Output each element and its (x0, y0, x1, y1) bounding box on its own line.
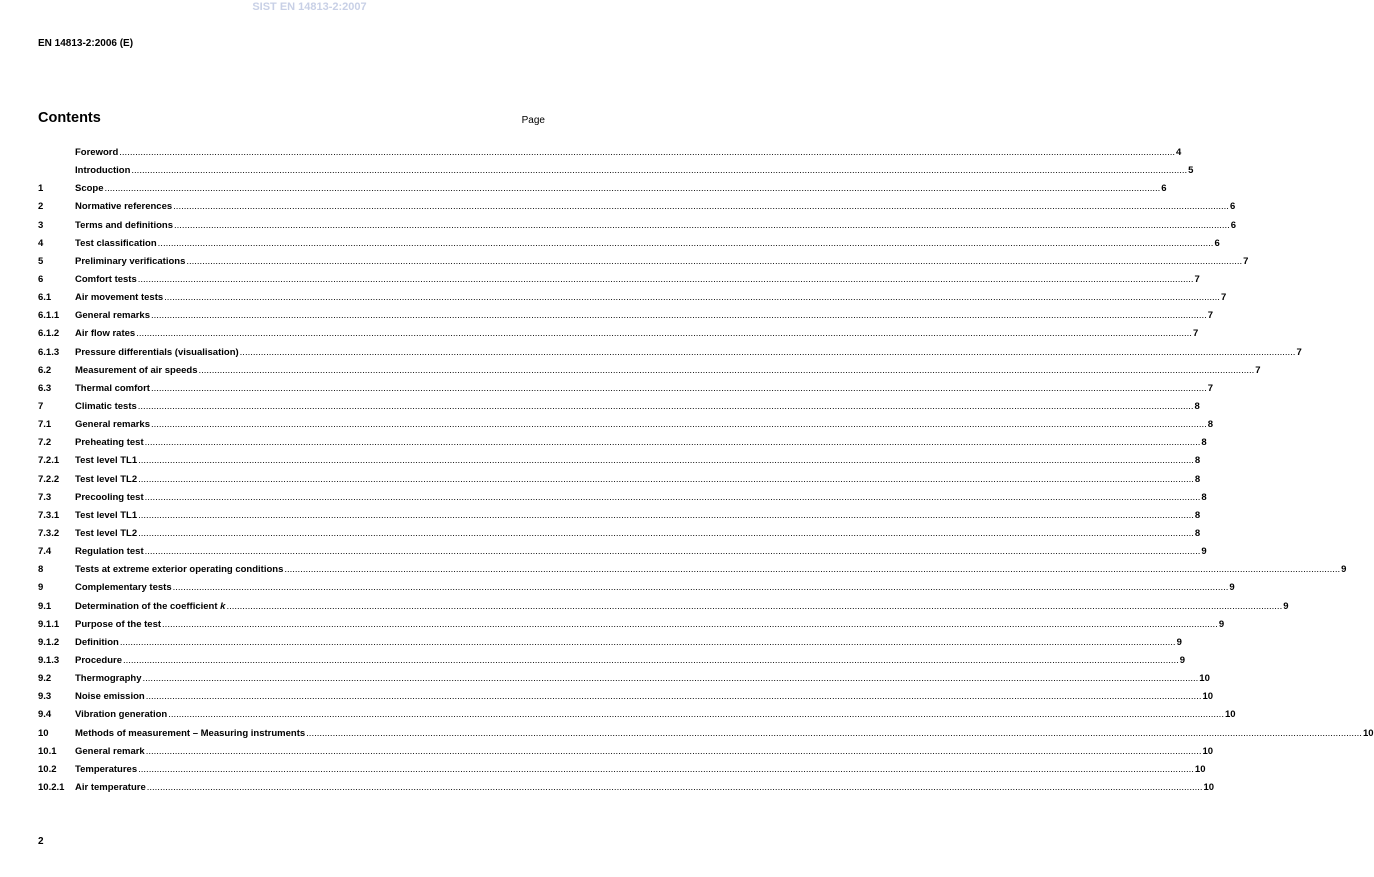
toc-entry-title: Scope (75, 183, 104, 195)
toc-dot-leader: ................................................................................................................................................................................................................................................................................................................................................................................................................ (136, 328, 1192, 340)
toc-dot-leader: ................................................................................................................................................................................................................................................................................................................................................................................................................ (142, 673, 1199, 685)
toc-entry-title: Normative references (75, 201, 173, 213)
toc-dot-leader: ................................................................................................................................................................................................................................................................................................................................................................................................................ (138, 763, 1194, 775)
toc-entry[interactable] (38, 400, 1200, 419)
toc-dot-leader: ................................................................................................................................................................................................................................................................................................................................................................................................................ (151, 419, 1207, 431)
toc-entry-number: 7.1 (38, 419, 52, 431)
toc-dot-leader: ................................................................................................................................................................................................................................................................................................................................................................................................................ (239, 346, 1296, 358)
toc-entry[interactable] (38, 382, 1214, 401)
toc-dot-leader: ................................................................................................................................................................................................................................................................................................................................................................................................................ (172, 582, 1229, 594)
toc-entry[interactable] (38, 673, 1210, 691)
toc-entry-title: General remarks (75, 310, 150, 322)
toc-entry-title: Preliminary verifications (75, 255, 186, 267)
toc-entry-page: 8 (1201, 491, 1207, 503)
toc-entry[interactable] (38, 364, 1261, 383)
toc-entry-title: Temperatures (75, 763, 138, 775)
toc-dot-leader: ................................................................................................................................................................................................................................................................................................................................................................................................................ (138, 473, 1194, 485)
toc-entry-number: 6.1.3 (38, 346, 60, 358)
toc-dot-leader: ................................................................................................................................................................................................................................................................................................................................................................................................................ (168, 709, 1224, 721)
toc-entry-page: 4 (1176, 147, 1182, 158)
toc-entry-number: 7.3 (38, 491, 52, 503)
toc-entry-number: 7.4 (38, 546, 52, 558)
toc-entry-page: 6 (1229, 201, 1236, 213)
toc-entry[interactable] (38, 745, 1214, 764)
toc-entry-page: 7 (1220, 292, 1227, 304)
toc-entry-title: Purpose of the test (75, 618, 162, 630)
toc-dot-leader: ................................................................................................................................................................................................................................................................................................................................................................................................................ (145, 691, 1202, 703)
toc-entry-number: 9.4 (38, 709, 52, 721)
toc-entry-page: 9 (1341, 564, 1347, 576)
toc-entry-title: Air movement tests (75, 292, 164, 304)
toc-entry-number: 1 (38, 183, 44, 195)
table-of-contents (38, 147, 1374, 800)
toc-dot-leader: ................................................................................................................................................................................................................................................................................................................................................................................................................ (119, 636, 1176, 648)
toc-entry-page: 10 (1194, 763, 1206, 775)
toc-entry-title: Test level TL2 (75, 473, 138, 485)
toc-entry-page: 10 (1203, 781, 1215, 793)
toc-entry-number: 6.1.2 (38, 328, 60, 340)
toc-entry-number: 7.2.1 (38, 455, 60, 467)
toc-entry-page: 6 (1161, 183, 1167, 195)
toc-entry-page: 9 (1218, 618, 1225, 630)
toc-entry-page: 8 (1194, 400, 1200, 412)
toc-entry-title: Procedure (75, 654, 122, 666)
toc-entry-number: 6 (38, 273, 44, 285)
toc-dot-leader: ................................................................................................................................................................................................................................................................................................................................................................................................................ (144, 491, 1201, 503)
toc-entry[interactable] (38, 419, 1214, 437)
toc-entry-title: Vibration generation (75, 709, 168, 721)
toc-entry-number: 6.2 (38, 364, 52, 376)
toc-entry-number: 7.2 (38, 437, 52, 449)
toc-entry-title: Air flow rates (75, 328, 136, 340)
toc-dot-leader: ................................................................................................................................................................................................................................................................................................................................................................................................................ (137, 273, 1194, 285)
toc-entry-title: Test level TL1 (75, 509, 138, 521)
toc-entry-title: Pressure differentials (visualisation) (75, 346, 239, 358)
toc-entry-page: 10 (1224, 709, 1236, 721)
toc-entry-page: 7 (1207, 382, 1214, 394)
toc-entry-number: 9 (38, 582, 44, 594)
toc-dot-leader: ................................................................................................................................................................................................................................................................................................................................................................................................................ (119, 147, 1176, 158)
toc-entry-page: 8 (1201, 437, 1207, 449)
toc-entry-number: 9.1.1 (38, 618, 60, 630)
toc-entry-number: 9.1.2 (38, 636, 60, 648)
toc-entry-title: General remark (75, 745, 145, 757)
toc-entry-number: 7 (38, 400, 44, 412)
toc-entry[interactable] (38, 509, 1201, 528)
toc-entry-page: 7 (1243, 255, 1249, 267)
watermark: SIST EN 14813-2:2007 (252, 1, 367, 13)
toc-entry[interactable] (38, 527, 1201, 546)
toc-dot-leader: ................................................................................................................................................................................................................................................................................................................................................................................................................ (138, 509, 1194, 521)
toc-dot-leader: ................................................................................................................................................................................................................................................................................................................................................................................................................ (104, 183, 1161, 195)
toc-dot-leader: ................................................................................................................................................................................................................................................................................................................................................................................................................ (284, 564, 1341, 576)
toc-entry-number: 9.2 (38, 673, 52, 685)
toc-entry-page: 10 (1362, 727, 1374, 739)
toc-entry-number: 9.1 (38, 600, 52, 612)
toc-entry-page: 8 (1207, 419, 1214, 431)
toc-entry-title: Air temperature (75, 781, 146, 793)
toc-entry-number: 9.1.3 (38, 654, 60, 666)
toc-entry[interactable] (38, 455, 1201, 473)
toc-entry-page: 8 (1194, 455, 1201, 467)
toc-entry-page: 8 (1194, 527, 1201, 539)
toc-dot-leader: ................................................................................................................................................................................................................................................................................................................................................................................................................ (137, 400, 1194, 412)
toc-entry-number: 4 (38, 237, 44, 249)
toc-entry-number: 5 (38, 255, 44, 267)
toc-entry-page: 7 (1192, 328, 1199, 340)
toc-entry[interactable] (38, 219, 1237, 238)
toc-entry-title: Preheating test (75, 437, 144, 449)
toc-entry-number: 6.3 (38, 382, 52, 394)
toc-dot-leader: ................................................................................................................................................................................................................................................................................................................................................................................................................ (146, 781, 1203, 793)
toc-dot-leader: ................................................................................................................................................................................................................................................................................................................................................................................................................ (198, 364, 1255, 376)
toc-entry[interactable] (38, 328, 1199, 346)
toc-entry-number: 3 (38, 219, 44, 231)
toc-entry[interactable] (38, 147, 1182, 165)
toc-entry-title: Terms and definitions (75, 219, 174, 231)
toc-entry[interactable] (38, 491, 1207, 510)
toc-entry[interactable] (38, 691, 1214, 709)
toc-entry[interactable] (38, 165, 1194, 183)
toc-entry[interactable] (38, 654, 1186, 673)
toc-entry-number: 7.2.2 (38, 473, 60, 485)
page-number: 2 (38, 836, 44, 847)
toc-entry-number: 10 (38, 727, 49, 739)
toc-entry-page: 7 (1296, 346, 1302, 358)
toc-dot-leader: ................................................................................................................................................................................................................................................................................................................................................................................................................ (144, 546, 1201, 558)
toc-entry-page: 6 (1214, 237, 1220, 249)
toc-entry-number: 10.2.1 (38, 781, 65, 793)
toc-entry[interactable] (38, 273, 1200, 292)
toc-entry-page: 5 (1188, 165, 1194, 177)
toc-entry-number: 8 (38, 564, 44, 576)
toc-entry-number: 6.1.1 (38, 310, 60, 322)
toc-dot-leader: ................................................................................................................................................................................................................................................................................................................................................................................................................ (145, 745, 1202, 757)
toc-entry[interactable] (38, 437, 1207, 455)
toc-entry[interactable] (38, 292, 1227, 310)
toc-dot-leader: ................................................................................................................................................................................................................................................................................................................................................................................................................ (186, 255, 1243, 267)
toc-entry[interactable] (38, 310, 1214, 328)
toc-entry-title: Precooling test (75, 491, 144, 503)
toc-entry-page: 10 (1202, 691, 1214, 703)
toc-entry-page: 7 (1207, 310, 1214, 322)
toc-entry-title: Foreword (75, 147, 119, 158)
toc-entry-page: 9 (1179, 654, 1186, 666)
toc-dot-leader: ................................................................................................................................................................................................................................................................................................................................................................................................................ (162, 618, 1218, 630)
toc-dot-leader: ................................................................................................................................................................................................................................................................................................................................................................................................................ (131, 165, 1188, 177)
toc-entry-title: Methods of measurement – Measuring instruments (75, 727, 306, 739)
toc-entry[interactable] (38, 709, 1236, 727)
toc-entry[interactable] (38, 183, 1167, 201)
toc-dot-leader: ................................................................................................................................................................................................................................................................................................................................................................................................................ (306, 727, 1362, 739)
toc-dot-leader: ................................................................................................................................................................................................................................................................................................................................................................................................................ (150, 382, 1207, 394)
toc-entry-title: Complementary tests (75, 582, 172, 594)
toc-dot-leader: ................................................................................................................................................................................................................................................................................................................................................................................................................ (164, 292, 1220, 304)
toc-entry[interactable] (38, 600, 1289, 619)
toc-dot-leader: ................................................................................................................................................................................................................................................................................................................................................................................................................ (157, 237, 1214, 249)
toc-entry-page: 10 (1202, 745, 1214, 757)
document-id: EN 14813-2:2006 (E) (38, 38, 134, 49)
toc-entry[interactable] (38, 582, 1235, 600)
toc-entry[interactable] (38, 237, 1220, 256)
page-column-label: Page (521, 115, 545, 126)
toc-entry[interactable] (38, 781, 1215, 800)
toc-entry-title: Measurement of air speeds (75, 364, 198, 376)
toc-dot-leader: ................................................................................................................................................................................................................................................................................................................................................................................................................ (138, 455, 1194, 467)
toc-entry-title: Determination of the coefficient k (75, 600, 226, 612)
toc-entry[interactable] (38, 546, 1207, 564)
toc-dot-leader: ................................................................................................................................................................................................................................................................................................................................................................................................................ (174, 219, 1230, 231)
toc-entry-title: Definition (75, 636, 119, 648)
toc-entry[interactable] (38, 763, 1206, 782)
toc-entry[interactable] (38, 346, 1302, 365)
toc-dot-leader: ................................................................................................................................................................................................................................................................................................................................................................................................................ (138, 527, 1194, 539)
toc-entry-page: 10 (1199, 673, 1210, 685)
toc-entry-number: 6.1 (38, 292, 52, 304)
toc-entry-number: 10.1 (38, 745, 57, 757)
toc-dot-leader: ................................................................................................................................................................................................................................................................................................................................................................................................................ (173, 201, 1229, 213)
toc-entry[interactable] (38, 636, 1182, 655)
toc-entry-title: Thermal comfort (75, 382, 150, 394)
toc-entry-page: 8 (1194, 509, 1201, 521)
contents-title: Contents (38, 110, 101, 126)
toc-entry-number: 10.2 (38, 763, 57, 775)
toc-entry-page: 9 (1176, 636, 1182, 648)
toc-dot-leader: ................................................................................................................................................................................................................................................................................................................................................................................................................ (144, 437, 1201, 449)
toc-entry[interactable] (38, 727, 1374, 746)
toc-entry-page: 9 (1283, 600, 1289, 612)
toc-dot-leader: ................................................................................................................................................................................................................................................................................................................................................................................................................ (226, 600, 1283, 612)
toc-entry-title: Tests at extreme exterior operating conditions (75, 564, 284, 576)
toc-entry[interactable] (38, 255, 1249, 274)
toc-entry[interactable] (38, 473, 1201, 492)
toc-entry-title: Comfort tests (75, 273, 137, 285)
toc-entry-title: Regulation test (75, 546, 144, 558)
toc-entry-page: 7 (1194, 273, 1200, 285)
toc-entry-number: 2 (38, 201, 44, 213)
toc-entry-number: 7.3.2 (38, 527, 60, 539)
toc-entry-title: Climatic tests (75, 400, 137, 412)
toc-entry-page: 9 (1229, 582, 1235, 594)
toc-entry-page: 9 (1201, 546, 1207, 558)
toc-entry[interactable] (38, 564, 1347, 582)
toc-entry-title: Test classification (75, 237, 157, 249)
toc-entry-page: 8 (1194, 473, 1201, 485)
toc-entry-page: 6 (1230, 219, 1237, 231)
toc-entry[interactable] (38, 201, 1236, 219)
toc-entry[interactable] (38, 618, 1225, 637)
toc-entry-number: 7.3.1 (38, 509, 60, 521)
toc-dot-leader: ................................................................................................................................................................................................................................................................................................................................................................................................................ (123, 654, 1179, 666)
toc-entry-title: Introduction (75, 165, 131, 177)
toc-entry-page: 7 (1255, 364, 1261, 376)
toc-entry-title: Noise emission (75, 691, 145, 703)
toc-entry-title: Thermography (75, 673, 142, 685)
toc-dot-leader: ................................................................................................................................................................................................................................................................................................................................................................................................................ (151, 310, 1207, 322)
toc-entry-title: Test level TL2 (75, 527, 138, 539)
toc-entry-title: General remarks (75, 419, 150, 431)
toc-entry-title: Test level TL1 (75, 455, 138, 467)
toc-entry-number: 9.3 (38, 691, 52, 703)
